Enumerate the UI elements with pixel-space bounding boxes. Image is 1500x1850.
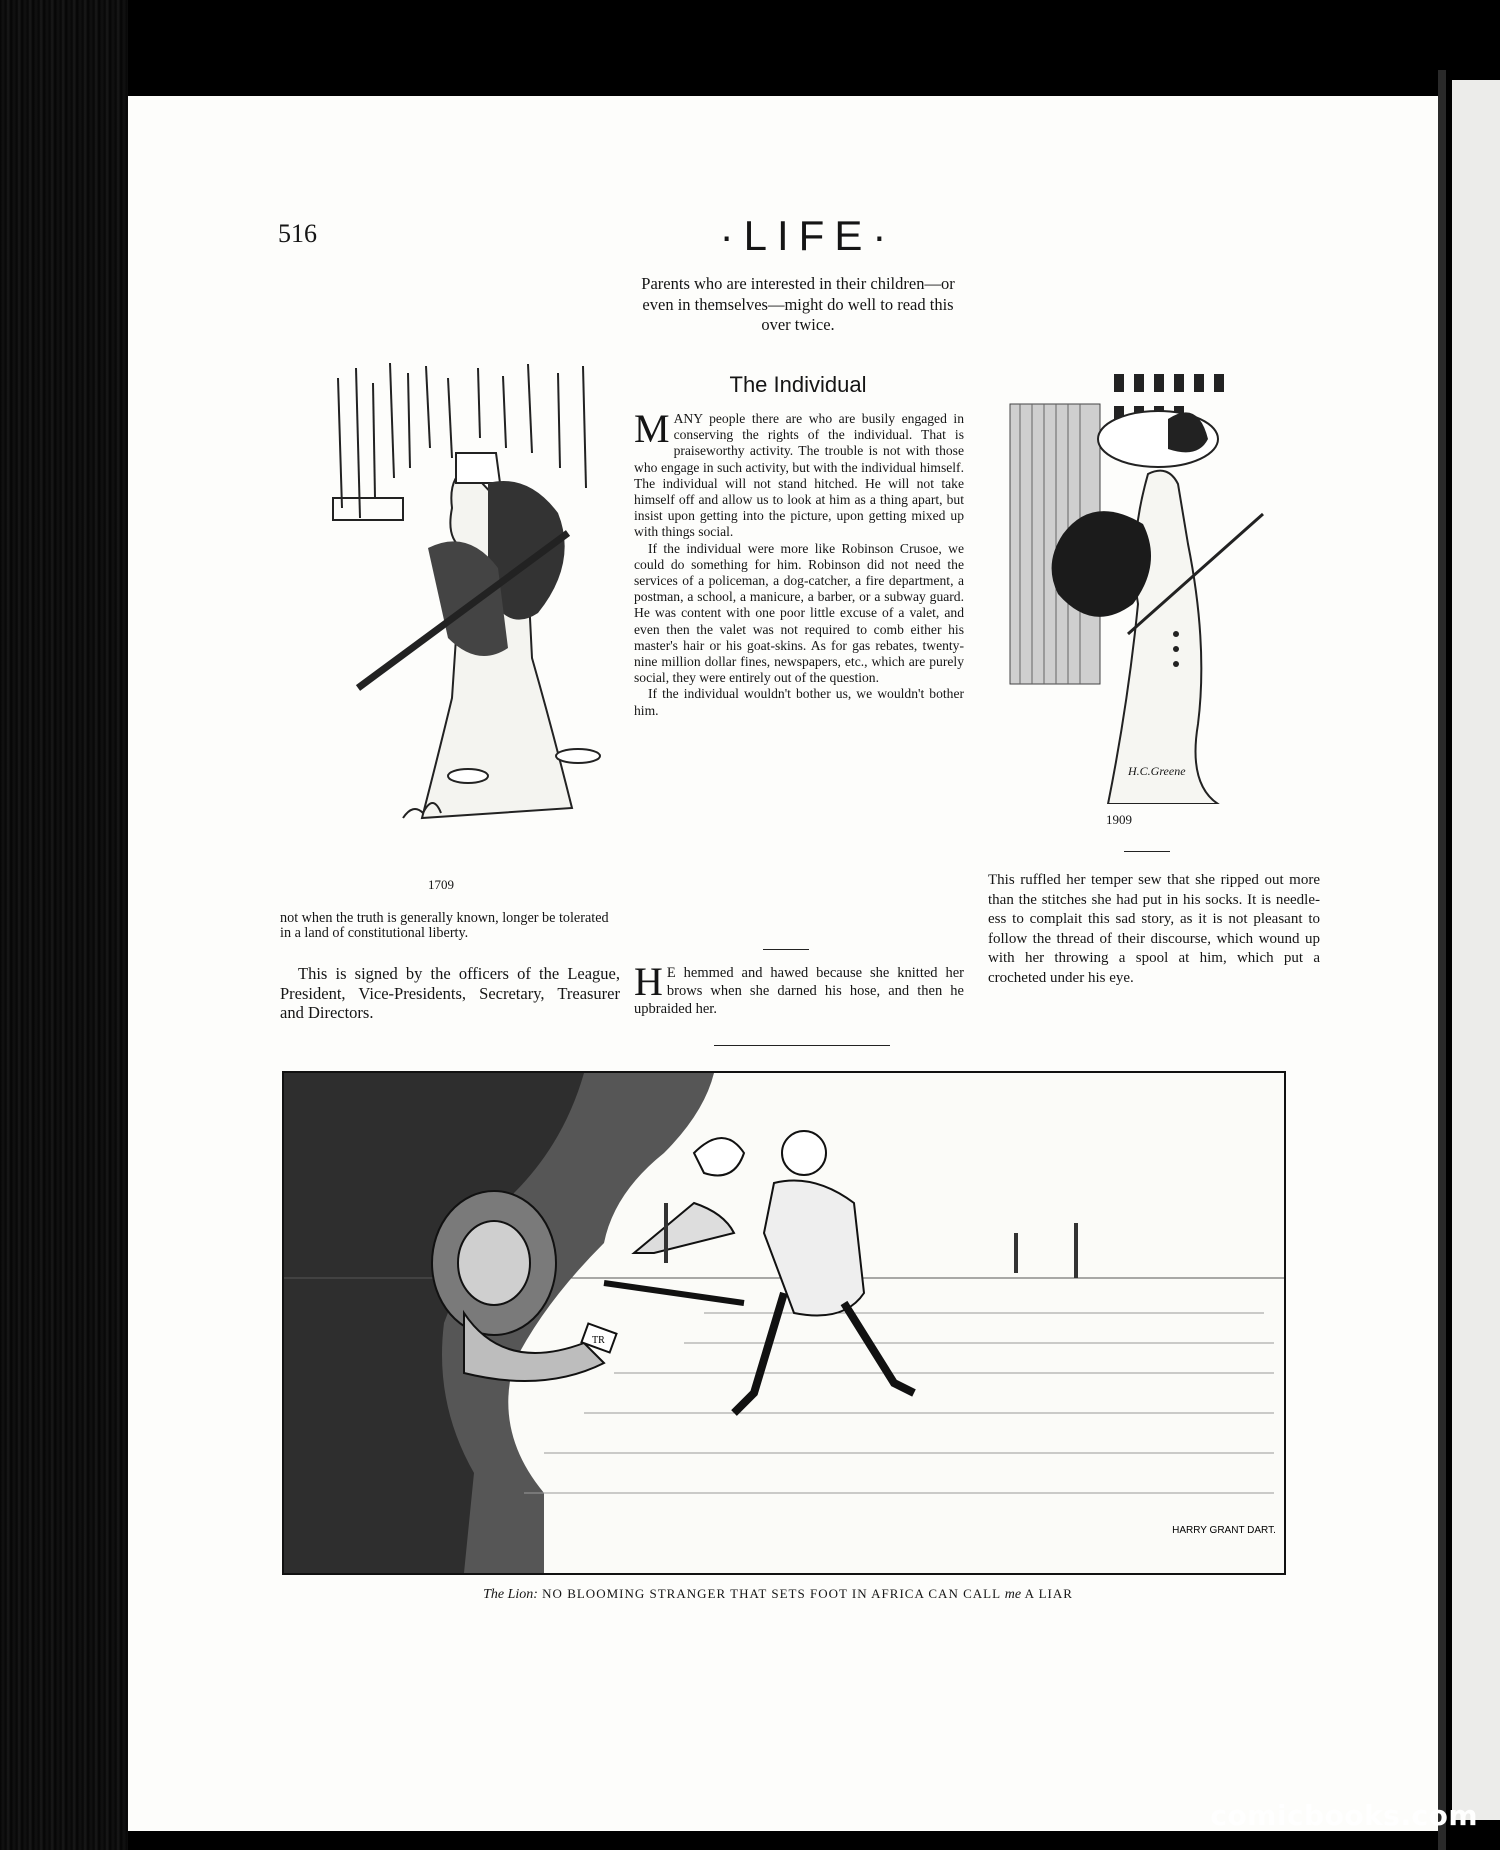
magazine-page (128, 96, 1438, 1831)
artist-signature-right: H.C.Greene (1128, 764, 1186, 778)
article-paragraph-3: If the individual wouldn't bother us, we wouldn't bother him. (634, 686, 964, 718)
illustration-1709 (328, 358, 618, 858)
joke-text: E hemmed and hawed because she knitted her brows when she darned his hose, and then he upbraided her. (634, 965, 964, 1017)
year-caption-left: 1709 (428, 877, 454, 892)
book-binding (0, 0, 128, 1850)
book-label: TR (592, 1335, 605, 1346)
lion-caption (278, 1586, 1278, 1603)
article-body (634, 406, 964, 719)
dropcap: M (634, 406, 670, 451)
dropcap: H (634, 959, 663, 1004)
illustration-1909 (1008, 364, 1308, 804)
article-paragraph-2: If the individual were more like Robinson Crusoe, we could do something for him. Robinson did not need the services of a policeman, a dog-catcher, a fire department, a postman, a school, a manicure, a barber, or a subway guard. He was content with one poor little excuse of a valet, and even then the valet was not required to comb either his master's hair or his goat-skins. As for gas rebates, twenty-nine million dollar fines, newspapers, etc., which are purely social, they were entirely out of the question. (634, 540, 964, 686)
divider (1124, 851, 1170, 852)
article-paragraph-1 (634, 406, 964, 541)
page-edge (1438, 70, 1446, 1850)
joke-paragraph (634, 959, 964, 1018)
continued-text: not when the truth is generally known, longer be tolerated in a land of constitutional liberty. (280, 910, 609, 941)
artist-signature-bottom: HARRY GRANT DART. (1172, 1525, 1276, 1536)
paragraph-text: ANY people there are who are busily engaged in conserving the rights of the individual. That is praiseworthy activity. The trouble is not with those who engage in such activity, but with the individual himself. The individual will not stand hitched. He will not take himself off and allow us to look at him as a thing apart, but insist upon getting into the picture, upon getting mixed up with things social. (634, 411, 964, 540)
signed-text: This is signed by the officers of the League, President, Vice-Presidents, Secretary, Treasurer and Directors. (280, 964, 620, 1022)
year-caption-right: 1909 (1106, 812, 1132, 827)
divider (714, 1045, 890, 1046)
caption-line-b: A LIAR (1024, 1586, 1073, 1601)
article-title: The Individual (729, 372, 867, 397)
right-column-text: This ruffled her temper sew that she ripped out more than the stitches she had put in his socks. It is needle-ess to complait this sad story, as it is not pleasant to follow the thread of their discourse, which wound up with her throwing a spool at him, which put a crocheted under his eye. (988, 872, 1320, 986)
next-page-margin (1452, 80, 1500, 1820)
page-number: 516 (278, 219, 317, 248)
masthead: ·LIFE· (719, 212, 897, 259)
watermark: comicbooks.com (1210, 1799, 1478, 1832)
divider (763, 949, 809, 950)
intro-text: Parents who are interested in their children—or even in themselves—might do well to read this over twice. (641, 274, 955, 334)
caption-emphasis: me (1004, 1587, 1022, 1602)
lion-cartoon (282, 1071, 1286, 1575)
caption-speaker: The Lion: (483, 1587, 538, 1602)
caption-line-a: NO BLOOMING STRANGER THAT SETS FOOT IN AFRICA CAN CALL (542, 1586, 1001, 1601)
